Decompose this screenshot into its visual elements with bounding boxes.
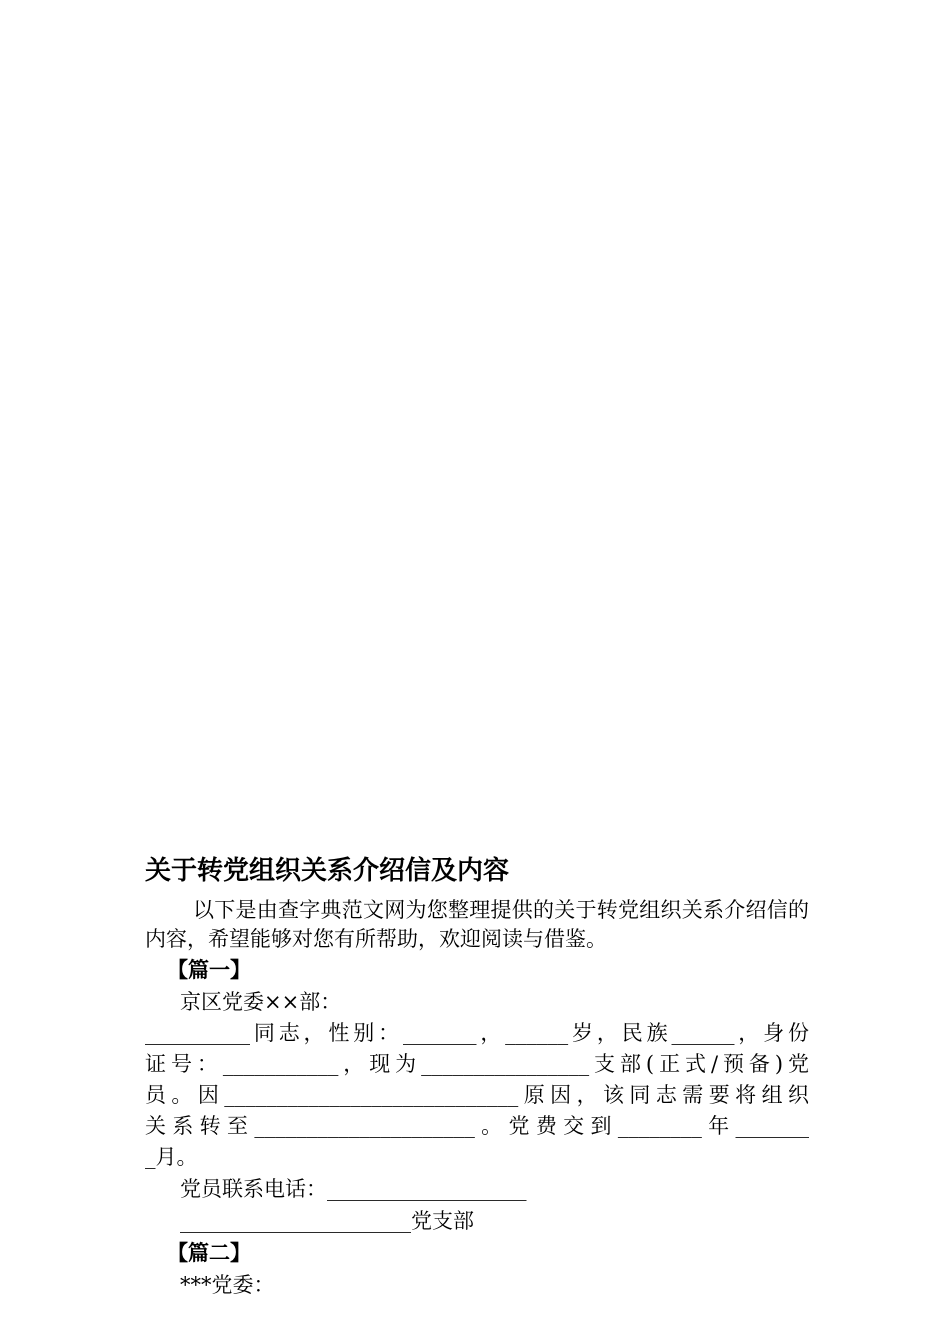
section1-body-line-5: _月。 bbox=[145, 1145, 198, 1169]
document-content bbox=[145, 852, 809, 1301]
section1-body-line-3: 员。因____________________________原因，该同志需要将组织 bbox=[145, 1083, 809, 1107]
section1-body-line-4: 关系转至_____________________。党费交到________年_______ bbox=[145, 1114, 809, 1138]
section1-heading: 【篇一】 bbox=[167, 957, 251, 982]
section1-phone-line: 党员联系电话：___________________ bbox=[180, 1177, 527, 1201]
section1-salutation: 京区党委××部： bbox=[180, 990, 342, 1014]
document-title: 关于转党组织关系介绍信及内容 bbox=[145, 856, 510, 886]
intro-paragraph: 以下是由查字典范文网为您整理提供的关于转党组织关系介绍信的内容，希望能够对您有所帮助，欢迎阅读与借鉴。 bbox=[145, 898, 809, 951]
section2-heading: 【篇二】 bbox=[167, 1240, 251, 1265]
section1-signature-line: ______________________党支部 bbox=[180, 1209, 474, 1233]
section1-body-line-1: __________同志，性别：_______，______岁，民族______，身份 bbox=[145, 1021, 809, 1045]
section2-salutation: ***党委： bbox=[180, 1273, 275, 1297]
section1-body-line-2: 证号：___________，现为________________支部(正式/预备)党 bbox=[145, 1052, 809, 1076]
